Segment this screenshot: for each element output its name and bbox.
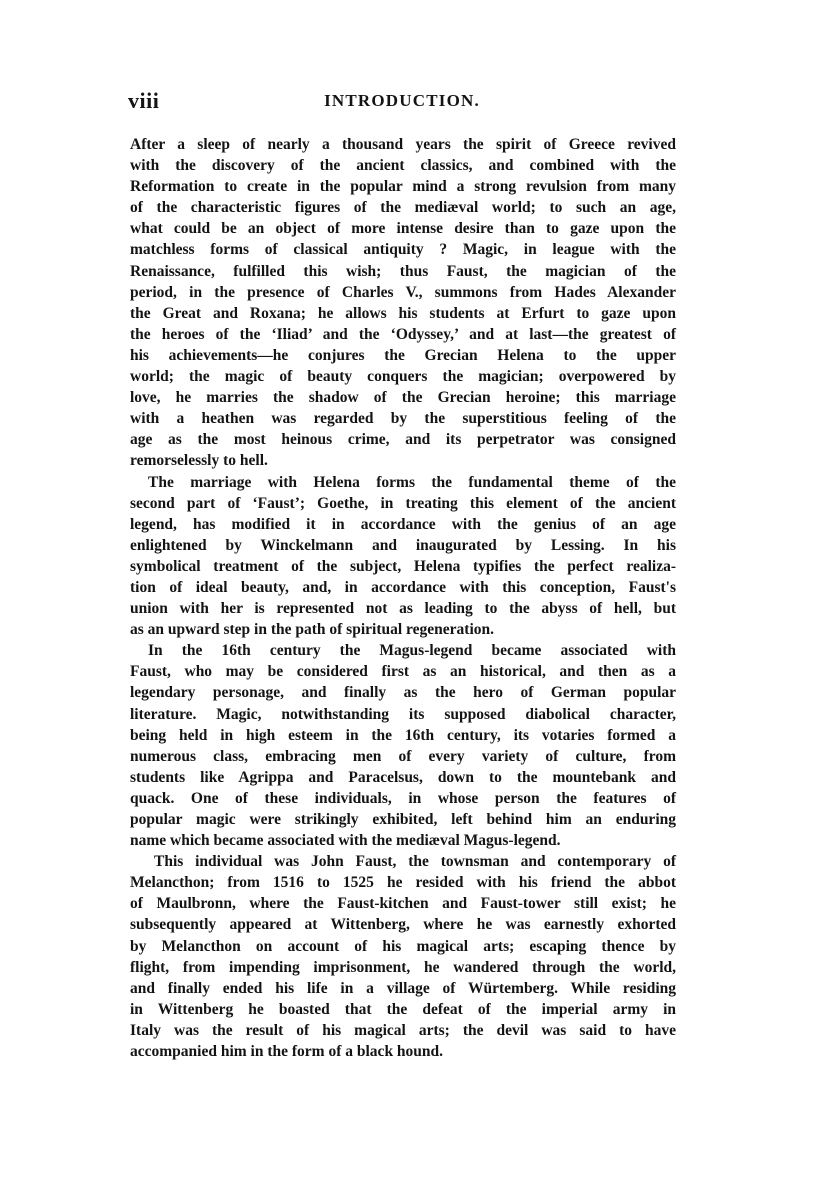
page-number: viii [128, 88, 160, 113]
text-line: world; the magic of beauty conquers the magician; overpowered by [130, 368, 676, 386]
text-line: of Maulbronn, where the Faust-kitchen and Faust-tower still exist; he [130, 895, 676, 913]
text-line: subsequently appeared at Wittenberg, where he was earnestly exhorted [130, 916, 676, 934]
text-line: Renaissance, fulfilled this wish; thus Faust, the magician of the [130, 262, 676, 280]
text-line: of the characteristic figures of the mediæval world; to such an age, [130, 199, 676, 217]
text-line: Melancthon; from 1516 to 1525 he resided with his friend the abbot [130, 874, 676, 892]
text-line: students like Agrippa and Paracelsus, down to the mountebank and [130, 768, 676, 786]
paragraph-4 [130, 851, 676, 1062]
text-line: love, he marries the shadow of the Grecian heroine; this marriage [130, 389, 676, 407]
text-line: quack. One of these individuals, in whose person the features of [130, 789, 676, 807]
paragraph-1 [130, 134, 676, 472]
text-line: The marriage with Helena forms the fundamental theme of the [148, 473, 676, 491]
text-line: popular magic were strikingly exhibited, left behind him an enduring [130, 811, 676, 828]
text-line: period, in the presence of Charles V., summons from Hades Alexander [130, 283, 676, 301]
text-line: by Melancthon on account of his magical arts; escaping thence by [130, 937, 676, 955]
text-line: In the 16th century the Magus-legend became associated with [148, 642, 676, 660]
running-head [128, 88, 676, 118]
text-line: second part of ‘Faust’; Goethe, in treating this element of the ancient [130, 494, 676, 512]
text-line: matchless forms of classical antiquity ? Magic, in league with the [130, 241, 676, 259]
text-line: accompanied him in the form of a black hound. [130, 1043, 444, 1061]
text-line: the heroes of the ‘Iliad’ and the ‘Odyssey,’ and at last—the greatest of [130, 325, 676, 343]
text-line: union with her is represented not as leading to the abyss of hell, but [130, 600, 676, 618]
text-line: After a sleep of nearly a thousand years the spirit of Greece revived [130, 136, 676, 153]
text-line: literature. Magic, notwithstanding its supposed diabolical character, [130, 705, 676, 723]
body-text [130, 134, 676, 1062]
text-line: with a heathen was regarded by the superstitious feeling of the [130, 410, 676, 428]
text-line: Faust, who may be considered first as an historical, and then as a [130, 663, 676, 681]
text-line: with the discovery of the ancient classics, and combined with the [130, 157, 676, 175]
paragraph-2 [130, 472, 676, 641]
text-line: tion of ideal beauty, and, in accordance with this conception, Faust's [130, 578, 676, 596]
text-line: his achievements—he conjures the Grecian Helena to the upper [130, 346, 676, 364]
text-line: symbolical treatment of the subject, Helena typifies the perfect realiza- [130, 557, 676, 575]
text-line: as an upward step in the path of spiritual regeneration. [130, 621, 494, 639]
text-line: enlightened by Winckelmann and inaugurated by Lessing. In his [130, 536, 676, 554]
paragraph-3 [130, 640, 676, 851]
text-line: numerous class, embracing men of every variety of culture, from [130, 747, 676, 765]
text-line: name which became associated with the mediæval Magus-legend. [130, 832, 561, 850]
text-line: Reformation to create in the popular mind a strong revulsion from many [130, 178, 676, 196]
text-line: in Wittenberg he boasted that the defeat of the imperial army in [130, 1000, 676, 1018]
text-line: being held in high esteem in the 16th century, its votaries formed a [130, 726, 676, 744]
text-line: legendary personage, and finally as the hero of German popular [130, 684, 676, 702]
text-line: Italy was the result of his magical arts; the devil was said to have [130, 1021, 676, 1039]
text-line: and finally ended his life in a village of Würtemberg. While residing [130, 979, 676, 997]
text-line: age as the most heinous crime, and its perpetrator was consigned [130, 431, 676, 449]
text-line: This individual was John Faust, the townsman and contemporary of [154, 853, 676, 871]
text-line: the Great and Roxana; he allows his students at Erfurt to gaze upon [130, 304, 676, 322]
text-line: legend, has modified it in accordance with the genius of an age [130, 515, 676, 533]
text-line: flight, from impending imprisonment, he wandered through the world, [130, 958, 676, 976]
text-line: what could be an object of more intense desire than to gaze upon the [130, 220, 676, 238]
text-line: remorselessly to hell. [130, 452, 268, 470]
section-title: INTRODUCTION. [324, 91, 480, 110]
